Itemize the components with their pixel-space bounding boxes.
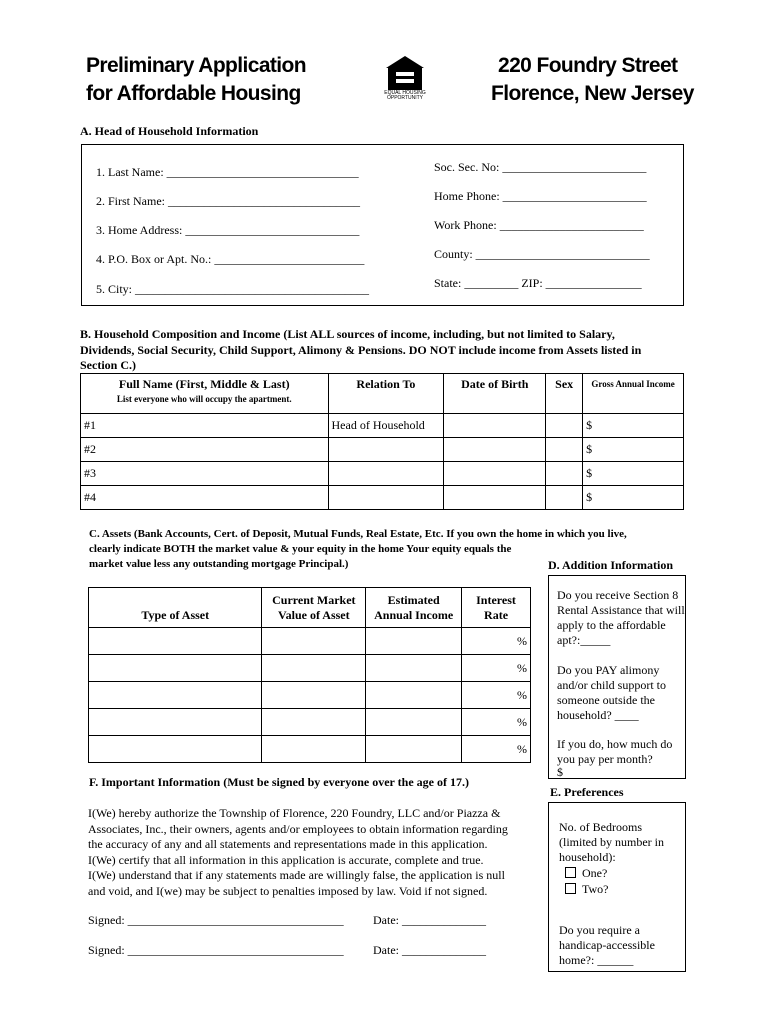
address-line1: 220 Foundry Street — [498, 54, 678, 77]
col-full-name-sub: List everyone who will occupy the apartment. — [116, 394, 292, 404]
col-market-value — [262, 588, 366, 628]
asset-type-cell[interactable] — [89, 628, 262, 655]
household-table — [80, 373, 684, 510]
row-dob[interactable] — [444, 462, 546, 486]
section-e-title: E. Preferences — [550, 785, 624, 799]
checkbox-icon[interactable] — [565, 883, 576, 894]
date-field-2[interactable]: Date: ______________ — [373, 943, 486, 957]
address-line2: Florence, New Jersey — [491, 82, 694, 105]
asset-type-cell[interactable] — [89, 709, 262, 736]
asset-value-cell[interactable] — [262, 682, 366, 709]
title-line2: for Affordable Housing — [86, 82, 301, 105]
asset-rate-cell[interactable]: % — [462, 736, 531, 763]
row-relation[interactable] — [328, 462, 444, 486]
col-annual-income-2: Annual Income — [374, 607, 454, 622]
row-sex[interactable] — [546, 462, 583, 486]
section-c-title-2: clearly indicate BOTH the market value & your equity in the home Your equity equals the — [89, 543, 512, 555]
home-address-field[interactable]: 3. Home Address: _____________________________ — [96, 223, 360, 237]
asset-income-cell[interactable] — [366, 682, 462, 709]
row-sex[interactable] — [546, 438, 583, 462]
city-field[interactable]: 5. City: _______________________________________ — [96, 282, 370, 296]
col-full-name-label: Full Name (First, Middle & Last) — [118, 377, 290, 391]
county-field[interactable]: County: _____________________________ — [434, 247, 650, 261]
asset-income-cell[interactable] — [366, 709, 462, 736]
household-header-row — [81, 374, 684, 414]
col-dob: Date of Birth — [444, 374, 546, 414]
table-row — [81, 438, 684, 462]
po-box-field[interactable]: 4. P.O. Box or Apt. No.: _________________________ — [96, 252, 365, 266]
section-c-title-3: market value less any outstanding mortgage Principal.) — [89, 558, 349, 570]
asset-income-cell[interactable] — [366, 655, 462, 682]
row-dob[interactable] — [444, 486, 546, 510]
row-number[interactable]: #1 — [81, 414, 329, 438]
logo-text: EQUAL HOUSING OPPORTUNITY — [384, 90, 426, 101]
paragraph-line: Associates, Inc., their owners, agents and/or employees to obtain information regarding — [88, 821, 508, 836]
asset-type-cell[interactable] — [89, 736, 262, 763]
table-row — [81, 462, 684, 486]
col-gross-income: Gross Annual Income — [583, 374, 684, 414]
asset-value-cell[interactable] — [262, 628, 366, 655]
option-two[interactable] — [565, 882, 608, 897]
col-interest-rate-2: Rate — [484, 607, 509, 622]
table-row — [89, 682, 531, 709]
section-f-title: F. Important Information (Must be signed by everyone over the age of 17.) — [89, 775, 469, 789]
option-one-label: One? — [582, 866, 608, 880]
section-c-title-1: C. Assets (Bank Accounts, Cert. of Deposit, Mutual Funds, Real Estate, Etc. If you own the home in which you live, — [89, 528, 627, 540]
signature-field-1[interactable]: Signed: ____________________________________ — [88, 913, 344, 927]
row-relation[interactable] — [328, 486, 444, 510]
col-interest-rate — [462, 588, 531, 628]
equal-housing-logo — [382, 54, 428, 100]
assets-header-row — [89, 588, 531, 628]
paragraph-line: and void, and I(we) may be subject to penalties imposed by law. Void if not signed. — [88, 883, 488, 898]
row-number[interactable]: #3 — [81, 462, 329, 486]
table-row — [89, 709, 531, 736]
col-sex: Sex — [546, 374, 583, 414]
work-phone-field[interactable]: Work Phone: ________________________ — [434, 218, 644, 232]
title-line1: Preliminary Application — [86, 54, 306, 77]
ssn-field[interactable]: Soc. Sec. No: ________________________ — [434, 160, 647, 174]
row-number[interactable]: #4 — [81, 486, 329, 510]
col-interest-rate-1: Interest — [476, 592, 516, 607]
row-income[interactable]: $ — [583, 462, 684, 486]
asset-income-cell[interactable] — [366, 628, 462, 655]
row-income[interactable]: $ — [583, 486, 684, 510]
col-annual-income-1: Estimated — [387, 592, 440, 607]
row-dob[interactable] — [444, 438, 546, 462]
section-b-title-1: B. Household Composition and Income (List ALL sources of income, including, but not limited to Salary, — [80, 327, 615, 341]
home-phone-field[interactable]: Home Phone: ________________________ — [434, 189, 647, 203]
col-market-value-2: Value of Asset — [278, 607, 350, 622]
asset-type-cell[interactable] — [89, 655, 262, 682]
asset-value-cell[interactable] — [262, 655, 366, 682]
bedrooms-question: No. of Bedrooms (limited by number in household): — [559, 820, 664, 864]
row-number[interactable]: #2 — [81, 438, 329, 462]
row-income[interactable]: $ — [583, 414, 684, 438]
first-name-field[interactable]: 2. First Name: ________________________________ — [96, 194, 360, 208]
table-row — [89, 655, 531, 682]
paragraph-line: I(We) certify that all information in this application is accurate, complete and true. — [88, 852, 484, 867]
asset-type-cell[interactable] — [89, 682, 262, 709]
asset-value-cell[interactable] — [262, 736, 366, 763]
row-dob[interactable] — [444, 414, 546, 438]
table-row — [81, 414, 684, 438]
authorization-paragraph — [88, 806, 508, 899]
col-full-name — [81, 374, 329, 414]
row-relation[interactable] — [328, 438, 444, 462]
asset-rate-cell[interactable]: % — [462, 682, 531, 709]
signature-field-2[interactable]: Signed: ____________________________________ — [88, 943, 344, 957]
asset-value-cell[interactable] — [262, 709, 366, 736]
row-relation[interactable]: Head of Household — [328, 414, 444, 438]
asset-rate-cell[interactable]: % — [462, 628, 531, 655]
section-b-title-2: Dividends, Social Security, Child Support, Alimony & Pensions. DO NOT include income from Assets listed in — [80, 343, 642, 357]
row-income[interactable]: $ — [583, 438, 684, 462]
col-asset-type: Type of Asset — [89, 588, 262, 628]
table-row — [89, 736, 531, 763]
option-one[interactable] — [565, 866, 607, 881]
paragraph-line: I(We) understand that if any statements made are willingly false, the application is null — [88, 868, 505, 882]
row-sex[interactable] — [546, 486, 583, 510]
section-b-title-3: Section C.) — [80, 358, 136, 372]
handicap-question[interactable]: Do you require a handicap-accessible home?: ______ — [559, 923, 655, 967]
paragraph-line: I(We) hereby authorize the Township of Florence, 220 Foundry, LLC and/or Piazza & — [88, 806, 501, 820]
option-two-label: Two? — [582, 882, 609, 896]
col-market-value-1: Current Market — [272, 592, 356, 607]
col-annual-income — [366, 588, 462, 628]
row-sex[interactable] — [546, 414, 583, 438]
checkbox-icon[interactable] — [565, 867, 576, 878]
section-a-title: A. Head of Household Information — [80, 124, 259, 138]
table-row — [89, 628, 531, 655]
section8-question[interactable]: Do you receive Section 8 Rental Assistance that will apply to the affordable apt?:_____ — [557, 588, 685, 647]
asset-rate-cell[interactable]: % — [462, 709, 531, 736]
state-zip-field[interactable]: State: _________ ZIP: ________________ — [434, 276, 642, 290]
asset-income-cell[interactable] — [366, 736, 462, 763]
alimony-question[interactable]: Do you PAY alimony and/or child support to someone outside the household? ____ — [557, 663, 666, 722]
paragraph-line: the accuracy of any and all statements and representations made in this application. — [88, 837, 488, 851]
monthly-payment-dollar: $ — [557, 765, 563, 779]
table-row — [81, 486, 684, 510]
asset-rate-cell[interactable]: % — [462, 655, 531, 682]
col-relation: Relation To — [328, 374, 444, 414]
date-field-1[interactable]: Date: ______________ — [373, 913, 486, 927]
section-d-title: D. Addition Information — [548, 558, 674, 572]
monthly-payment-question[interactable]: If you do, how much do you pay per month? — [557, 737, 673, 766]
assets-table — [88, 587, 531, 763]
last-name-field[interactable]: 1. Last Name: ________________________________ — [96, 165, 359, 179]
